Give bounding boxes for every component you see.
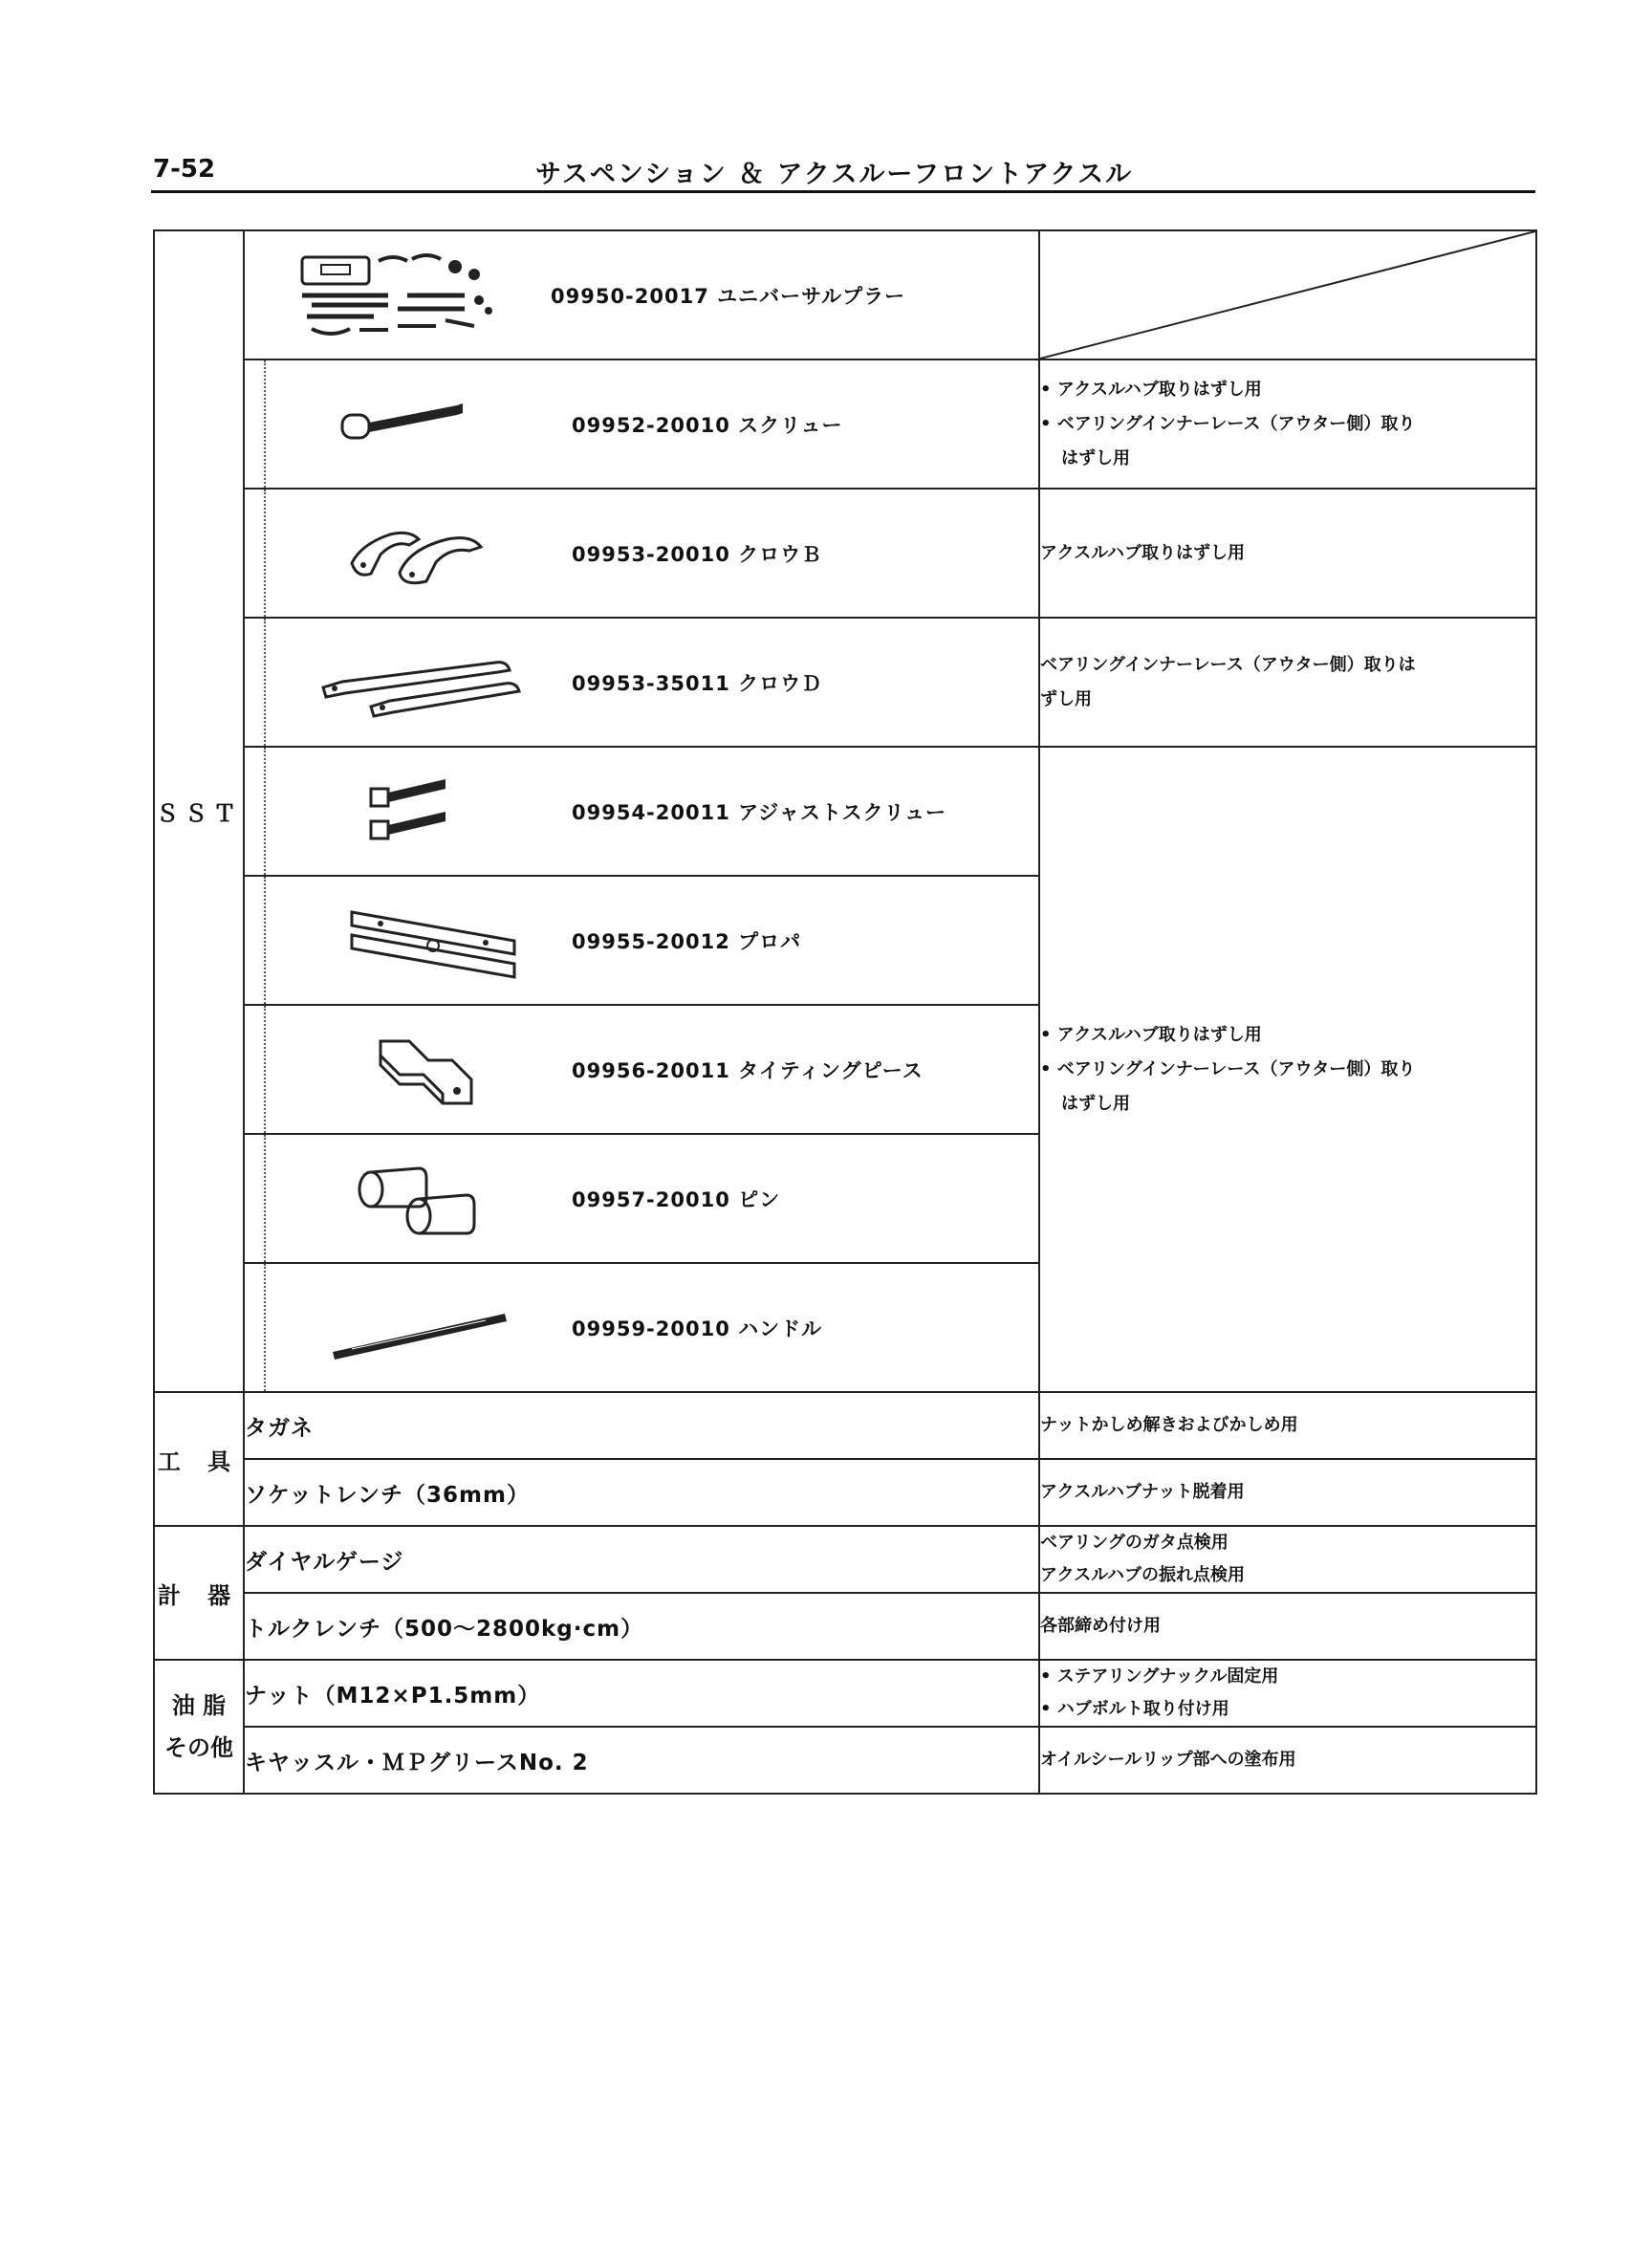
tool-name: ソケットレンチ（36mm）	[244, 1459, 1039, 1526]
sst-row	[154, 489, 1536, 618]
sst-item	[244, 618, 1039, 747]
gauges-row	[154, 1593, 1536, 1660]
universal-puller-set-icon	[245, 238, 551, 353]
sst-table	[153, 229, 1537, 1795]
tool-label: 09959-20010 ハンドル	[572, 1317, 823, 1340]
empty-note-cell	[1039, 230, 1536, 359]
gauges-category: 計 器	[154, 1526, 244, 1660]
gauge-note: ベアリングのガタ点検用 アクスルハブの振れ点検用	[1039, 1526, 1536, 1593]
gauge-note: 各部締め付け用	[1039, 1593, 1536, 1660]
sst-item	[244, 359, 1039, 489]
gauge-name: ダイヤルゲージ	[244, 1526, 1039, 1593]
sst-item	[244, 489, 1039, 618]
claw-d-icon	[266, 625, 572, 740]
note-claw-d: ベアリングインナーレース（アウター側）取りは ずし用	[1039, 618, 1536, 747]
sst-item	[244, 1134, 1039, 1263]
adjust-screw-icon	[266, 754, 572, 869]
grease-category: 油 脂 その他	[154, 1660, 244, 1794]
sst-row	[154, 618, 1536, 747]
grease-row	[154, 1727, 1536, 1794]
note-claw-b: アクスルハブ取りはずし用	[1039, 489, 1536, 618]
grease-name: キヤッスル・ＭＰグリースNo. 2	[244, 1727, 1039, 1794]
handle-icon	[266, 1271, 572, 1385]
tool-label: 09955-20012 プロパ	[572, 929, 802, 953]
page-number: 7-52	[153, 155, 216, 184]
tool-label: 09953-35011 クロウＤ	[572, 671, 823, 695]
tightening-piece-icon	[266, 1012, 572, 1127]
sst-item	[244, 1263, 1039, 1392]
tool-note: アクスルハブナット脱着用	[1039, 1459, 1536, 1526]
tool-label: 09950-20017 ユニバーサルプラー	[551, 284, 906, 308]
sst-item	[244, 230, 1039, 359]
grease-note: • ステアリングナックル固定用 • ハブボルト取り付け用	[1039, 1660, 1536, 1727]
sst-row	[154, 359, 1536, 489]
grease-name: ナット（M12×P1.5mm）	[244, 1660, 1039, 1727]
tool-label: 09953-20010 クロウＢ	[572, 542, 823, 566]
sst-item	[244, 1005, 1039, 1134]
tools-row	[154, 1392, 1536, 1459]
grease-row	[154, 1660, 1536, 1727]
diagonal-line	[1040, 231, 1535, 359]
sst-item	[244, 876, 1039, 1005]
sst-category: ＳＳＴ	[154, 230, 244, 1392]
tool-label: 09957-20010 ピン	[572, 1187, 781, 1211]
sst-row	[154, 230, 1536, 359]
tools-row	[154, 1459, 1536, 1526]
claw-b-icon	[266, 496, 572, 611]
sst-item	[244, 747, 1039, 876]
note-group: • アクスルハブ取りはずし用 • ベアリングインナーレース（アウター側）取り はずし用	[1039, 747, 1536, 1392]
screw-icon	[266, 367, 572, 482]
tool-name: タガネ	[244, 1392, 1039, 1459]
sst-row	[154, 747, 1536, 876]
tool-label: 09954-20011 アジャストスクリュー	[572, 800, 947, 824]
tool-note: ナットかしめ解きおよびかしめ用	[1039, 1392, 1536, 1459]
gauge-name: トルクレンチ（500～2800kg·cm）	[244, 1593, 1039, 1660]
tool-label: 09952-20010 スクリュー	[572, 413, 843, 437]
prop-bar-icon	[266, 883, 572, 998]
note-screw: • アクスルハブ取りはずし用 • ベアリングインナーレース（アウター側）取り はずし用	[1039, 359, 1536, 489]
tool-label: 09956-20011 タイティングピース	[572, 1058, 924, 1082]
title-rule	[151, 190, 1535, 193]
gauges-row	[154, 1526, 1536, 1593]
page-title: サスペンション ＆ アクスルーフロントアクスル	[535, 160, 1134, 189]
pin-icon	[266, 1142, 572, 1256]
tools-category: 工 具	[154, 1392, 244, 1526]
grease-note: オイルシールリップ部への塗布用	[1039, 1727, 1536, 1794]
